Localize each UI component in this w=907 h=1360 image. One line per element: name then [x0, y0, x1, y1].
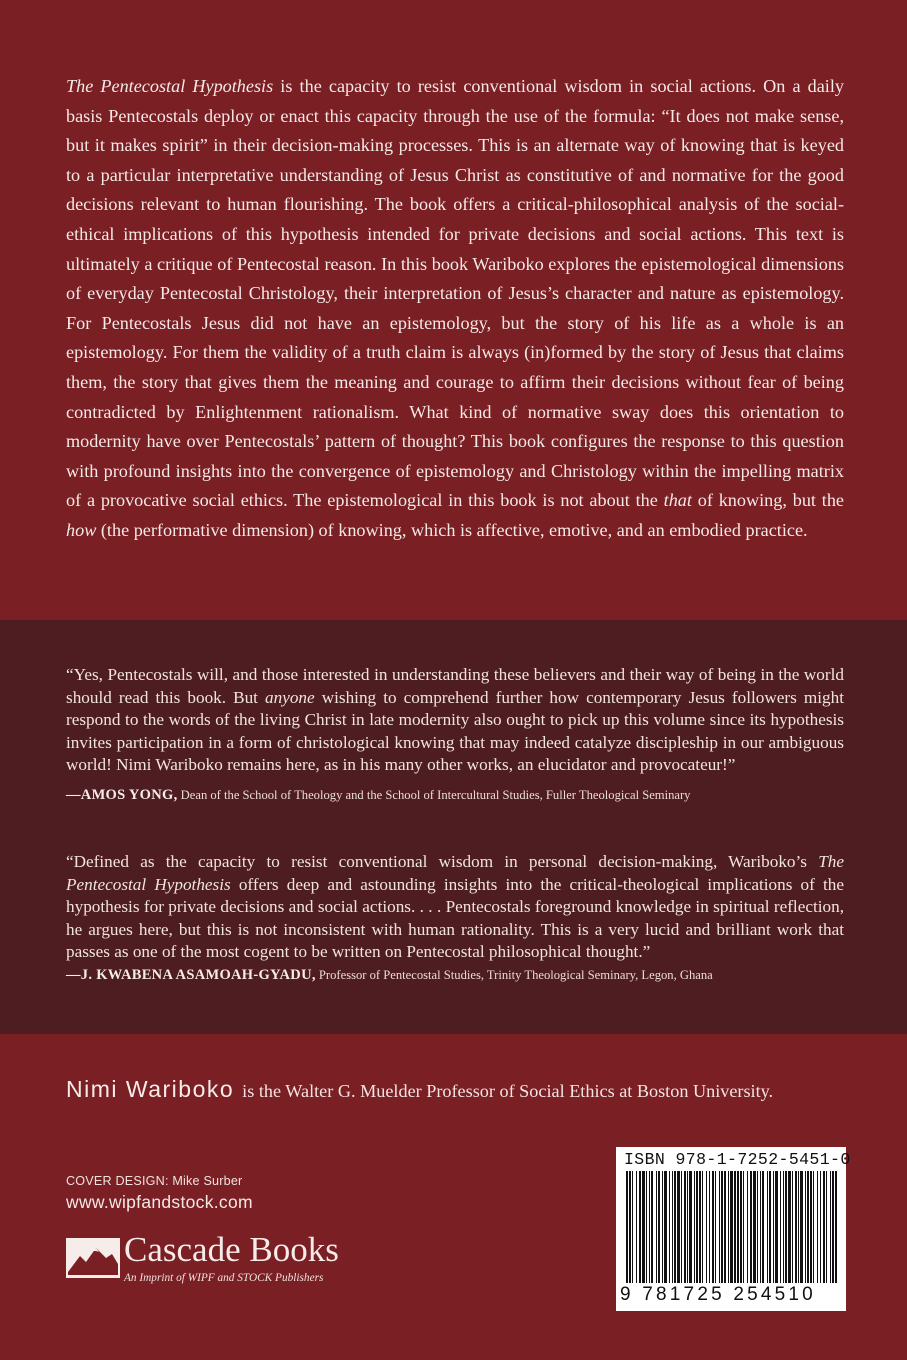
barcode-bar — [632, 1171, 633, 1283]
barcode-bars — [626, 1171, 838, 1283]
description-text-1: is the capacity to resist conventional wisdom in social actions. On a daily basis Pentecostals deploy or enact this capacity through the use of the formula: “It does not make sense, but it makes spirit” in their decision-making processes. This is an alternate way of knowing that is keyed to a particular interpretative understanding of Jesus Christ as constitutive of and normative for the good decisions relevant to human flourishing. The book offers a critical-philosophical analysis of the social-ethical implications of this hypothesis intended for private decisions and social actions. This text is ultimately a critique of Pentecostal reason. In this book Wariboko explores the epistemological dimensions of everyday Pentecostal Christology, their interpretation of Jesus’s character and nature as epistemology. For Pentecostals Jesus did not have an epistemology, but the story of his life as a whole is an epistemology. For them the validity of a truth claim is always (in)formed by the story of Jesus that claims them, the story that gives them the meaning and courage to affirm their decisions without fear of being contradicted by Enlightenment rationalism. What kind of normative sway does this orientation to modernity have over Pentecostals’ pattern of thought? This book configures the response to this question with profound insights into the convergence of epistemology and Christology within the impelling matrix of a provocative social ethics. The epistemological in this book is not about the — [66, 76, 845, 511]
barcode-bar — [795, 1171, 797, 1283]
author-bio: is the Walter G. Muelder Professor of Social Ethics at Boston University. — [242, 1081, 774, 1101]
description-that: that — [663, 490, 692, 511]
barcode-bar — [694, 1171, 695, 1283]
barcode-bar — [639, 1171, 641, 1283]
barcode-bar — [832, 1171, 834, 1283]
quote-2-italic: The Pentecostal Hypothesis — [66, 852, 844, 894]
barcode-bar — [672, 1171, 673, 1283]
barcode-bar — [719, 1171, 720, 1283]
barcode-bar — [750, 1171, 752, 1283]
endorser-affiliation-1: Dean of the School of Theology and the School of Intercultural Studies, Fuller Theological Seminary — [177, 788, 691, 802]
description-text-2: of knowing, but the — [691, 490, 844, 511]
barcode-bar — [757, 1171, 758, 1283]
barcode-bar — [785, 1171, 787, 1283]
barcode-bar — [826, 1171, 827, 1283]
barcode-bar — [642, 1171, 645, 1283]
barcode-bar — [767, 1171, 768, 1283]
barcode-bar — [800, 1171, 803, 1283]
barcode-bar — [734, 1171, 736, 1283]
endorsement-quote-2 — [66, 851, 844, 964]
barcode-bar — [740, 1171, 742, 1283]
mountain-logo-icon — [66, 1238, 120, 1278]
book-description — [66, 72, 844, 546]
barcode-bar — [820, 1171, 821, 1283]
barcode-bar — [709, 1171, 710, 1283]
publisher-website: www.wipfandstock.com — [66, 1192, 253, 1212]
barcode-bar — [699, 1171, 701, 1283]
quote-1-text-b: wishing to comprehend further how contemporary Jesus followers might respond to the words of the living Christ in late modernity also ought to pick up this volume since its hypothesis invites participation in a form of christological knowing that may indeed catalyze discipleship in our ambiguous world! Nimi Wariboko remains here, as in his many other works, an elucidator and provocateur!” — [66, 687, 844, 775]
endorser-affiliation-2: Professor of Pentecostal Studies, Trinity Theological Seminary, Legon, Ghana — [315, 968, 713, 982]
barcode-bar — [684, 1171, 686, 1283]
endorsement-attribution-1 — [66, 787, 866, 804]
barcode-bar — [696, 1171, 698, 1283]
barcode-digits: 9 781725 254510 — [620, 1284, 816, 1305]
quote-2-text-b: offers deep and astounding insights into the critical-theological implications of the hypothesis for private decisions and social actions. . . . Pentecostals foreground knowledge in spiritual reflection, he argues here, but this is not inconsistent with human rationality. This is a very lucid and brilliant work that passes as one of the most cogent to be written on Pentecostal philosophical thought.” — [66, 874, 845, 962]
barcode-bar — [760, 1171, 761, 1283]
barcode-bar — [681, 1171, 682, 1283]
barcode-bar — [689, 1171, 692, 1283]
barcode-bar — [677, 1171, 680, 1283]
barcode-bar — [712, 1171, 714, 1283]
barcode-bar — [737, 1171, 739, 1283]
barcode-bar — [743, 1171, 744, 1283]
barcode-bar — [715, 1171, 716, 1283]
barcode-bar — [805, 1171, 806, 1283]
barcode-bar — [687, 1171, 688, 1283]
barcode-bar — [783, 1171, 784, 1283]
barcode-bar — [775, 1171, 778, 1283]
description-text-3: (the performative dimension) of knowing, which is affective, emotive, and an embodied practice. — [96, 519, 808, 540]
barcode-bar — [674, 1171, 676, 1283]
barcode-bar — [636, 1171, 637, 1283]
endorser-name-1: —AMOS YONG, — [66, 787, 178, 803]
quote-1-text-a: “Yes, Pentecostals will, and those interested in understanding these believers and their way of being in the world should read this book. But — [66, 665, 844, 707]
endorser-name-2: —J. KWABENA ASAMOAH-GYADU, — [66, 967, 316, 983]
quote-2-text-a: “Defined as the capacity to resist conventional wisdom in personal decision-making, Wariboko’s — [66, 852, 819, 871]
barcode-bar — [646, 1171, 647, 1283]
barcode-bar — [813, 1171, 814, 1283]
author-name: Nimi Wariboko — [66, 1076, 235, 1102]
barcode-bar — [798, 1171, 799, 1283]
barcode-bar — [817, 1171, 818, 1283]
barcode-bar — [669, 1171, 670, 1283]
barcode-bar — [651, 1171, 653, 1283]
barcode-bar — [724, 1171, 726, 1283]
barcode-bar — [823, 1171, 825, 1283]
barcode-bar — [753, 1171, 756, 1283]
barcode-bar — [629, 1171, 631, 1283]
cover-design-credit: COVER DESIGN: Mike Surber — [66, 1174, 243, 1188]
endorsement-quote-1 — [66, 664, 844, 777]
barcode-bar — [721, 1171, 723, 1283]
barcode-bar — [649, 1171, 650, 1283]
barcode-bar — [769, 1171, 771, 1283]
description-section — [0, 0, 907, 620]
barcode-bar — [788, 1171, 791, 1283]
description-title: The Pentecostal Hypothesis — [66, 76, 274, 96]
endorsements-section — [0, 620, 907, 1034]
description-paragraph — [66, 72, 844, 546]
barcode-bar — [658, 1171, 660, 1283]
isbn-label: ISBN 978-1-7252-5451-0 — [624, 1150, 851, 1169]
description-how: how — [66, 519, 97, 540]
barcode-bar — [807, 1171, 809, 1283]
publisher-name: Cascade Books — [124, 1230, 339, 1269]
barcode-bar — [626, 1171, 628, 1283]
barcode-bar — [810, 1171, 812, 1283]
author-bio-line — [66, 1076, 856, 1103]
barcode-bar — [730, 1171, 733, 1283]
barcode-bar — [762, 1171, 764, 1283]
barcode-bar — [662, 1171, 663, 1283]
barcode-bar — [656, 1171, 657, 1283]
barcode-bar — [702, 1171, 703, 1283]
endorsement-attribution-2 — [66, 967, 866, 984]
barcode-bar — [780, 1171, 781, 1283]
barcode-bar — [830, 1171, 831, 1283]
barcode-bar — [728, 1171, 729, 1283]
barcode-bar — [664, 1171, 667, 1283]
barcode-bar — [747, 1171, 748, 1283]
barcode-bar — [706, 1171, 707, 1283]
barcode-bar — [792, 1171, 793, 1283]
quote-1-italic: anyone — [265, 687, 315, 707]
barcode-bar — [835, 1171, 837, 1283]
back-matter-section — [0, 1034, 907, 1360]
publisher-imprint: An Imprint of WIPF and STOCK Publishers — [124, 1272, 324, 1284]
isbn-barcode — [616, 1147, 851, 1311]
barcode-bar — [773, 1171, 774, 1283]
